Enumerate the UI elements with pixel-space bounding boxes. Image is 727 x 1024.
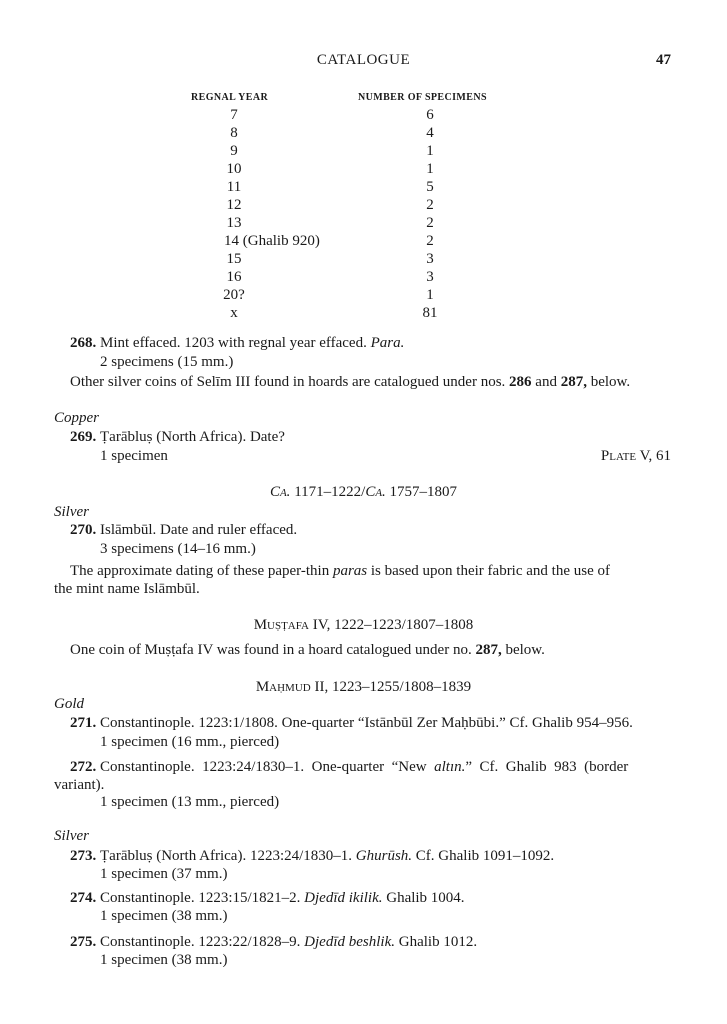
- table-row: [0, 287, 727, 305]
- catalogue-entry-268: [70, 333, 404, 353]
- period-text: 1171–1222/: [290, 484, 366, 500]
- entry-number: 274.: [70, 890, 97, 906]
- catalogue-entry-275: [70, 932, 477, 952]
- note-text: Other silver coins of Selīm III found in hoards are catalogued under nos.: [70, 374, 510, 390]
- entry-text: Islāmbūl. Date and ruler effaced.: [96, 522, 298, 538]
- column-header-regnal-year: REGNAL YEAR: [191, 92, 269, 103]
- ruler-name: Maḥmud: [255, 679, 311, 695]
- note-text: is based upon their fabric and the use of: [367, 563, 610, 579]
- regnal-year-cell: x: [230, 305, 238, 321]
- catalogue-entry-271: [70, 713, 633, 733]
- table-row: [0, 107, 727, 125]
- entry-number: 270.: [70, 522, 97, 538]
- entry-continuation: variant).: [54, 777, 105, 793]
- page-number: 47: [656, 52, 671, 68]
- entry-text: Mint effaced. 1203 with regnal year effaced.: [96, 335, 371, 351]
- ruler-name: Muṣṭafa: [253, 617, 309, 633]
- specimen-count-cell: 4: [426, 125, 434, 141]
- coin-denomination: Djedīd ikilik.: [304, 890, 383, 906]
- section-heading-silver: Silver: [54, 828, 89, 844]
- catalogue-entry-269: [70, 427, 285, 447]
- specimen-line: 1 specimen (38 mm.): [100, 908, 228, 924]
- specimen-count-cell: 5: [426, 179, 434, 195]
- table-row: [0, 251, 727, 269]
- entry-number: 273.: [70, 848, 97, 864]
- regnal-year-cell: 9: [230, 143, 238, 159]
- catalogue-entry-274: [70, 888, 465, 908]
- specimen-count-cell: 1: [426, 143, 434, 159]
- specimen-line: 1 specimen (16 mm., pierced): [100, 734, 280, 750]
- specimen-count-cell: 3: [426, 269, 434, 285]
- note-silver-coins: [70, 372, 630, 392]
- note-text: and: [531, 374, 561, 390]
- ruler-dates: II, 1223–1255/1808–1839: [310, 679, 472, 695]
- specimen-count-cell: 1: [426, 161, 434, 177]
- specimen-line: 1 specimen (37 mm.): [100, 866, 228, 882]
- running-head: CATALOGUE: [316, 52, 411, 68]
- period-text: 1757–1807: [385, 484, 458, 500]
- catalogue-entry-272: [70, 757, 628, 777]
- entry-text: Ghalib 1012.: [395, 934, 478, 950]
- regnal-year-cell: 20?: [223, 287, 245, 303]
- specimen-count-cell: 81: [422, 305, 438, 321]
- entry-reference: 287,: [560, 374, 587, 390]
- entry-text: Constantinople. 1223:15/1821–2.: [96, 890, 305, 906]
- regnal-year-cell: 15: [226, 251, 242, 267]
- entry-number: 271.: [70, 715, 97, 731]
- note-text: below.: [586, 374, 631, 390]
- entry-text: Ghalib 1004.: [382, 890, 465, 906]
- section-heading-gold: Gold: [54, 696, 84, 712]
- ruler-dates: IV, 1222–1223/1807–1808: [309, 617, 474, 633]
- catalogue-entry-273: [70, 846, 554, 866]
- plate-reference: Plate V, 61: [600, 448, 671, 464]
- table-row: [0, 179, 727, 197]
- note-emphasis: paras: [332, 563, 368, 579]
- specimen-count-cell: 3: [426, 251, 434, 267]
- table-row: [0, 233, 727, 251]
- column-header-number-of-specimens: NUMBER OF SPECIMENS: [358, 92, 487, 103]
- specimen-count-cell: 1: [426, 287, 434, 303]
- entry-text: Constantinople. 1223:22/1828–9.: [96, 934, 305, 950]
- specimen-count-cell: 2: [426, 233, 434, 249]
- ruler-heading-mahmud: [0, 677, 727, 697]
- regnal-year-cell: 11: [226, 179, 242, 195]
- entry-text: Constantinople. 1223:1/1808. One-quarter “Istānbūl Zer Maḥbūbi.” Cf. Ghalib 954–956.: [96, 715, 633, 731]
- note-text: One coin of Muṣṭafa IV was found in a hoard catalogued under no.: [70, 642, 476, 658]
- circa-abbr: Ca.: [269, 484, 291, 500]
- entry-text: Constantinople. 1223:24/1830–1. One-quarter “New: [96, 759, 435, 775]
- note-text: below.: [501, 642, 545, 658]
- note-mustafa: [70, 640, 545, 660]
- section-heading-silver: Silver: [54, 504, 89, 520]
- coin-denomination: Ghurūsh.: [355, 848, 413, 864]
- entry-reference: 286: [509, 374, 532, 390]
- specimen-line: 1 specimen (13 mm., pierced): [100, 794, 280, 810]
- entry-number: 268.: [70, 335, 97, 351]
- note-paras-line-1: [70, 561, 610, 581]
- specimen-line: 2 specimens (15 mm.): [100, 354, 234, 370]
- regnal-year-cell: 14 (Ghalib 920): [224, 233, 320, 249]
- specimen-line: 1 specimen (38 mm.): [100, 952, 228, 968]
- ruler-heading-mustafa: [0, 615, 727, 635]
- coin-denomination: altın.: [434, 759, 466, 775]
- entry-text: Ṭarābluṣ (North Africa). 1223:24/1830–1.: [96, 848, 356, 864]
- table-row: [0, 269, 727, 287]
- regnal-year-cell: 8: [230, 125, 238, 141]
- specimen-count-cell: 6: [426, 107, 434, 123]
- entry-text: Ṭarābluṣ (North Africa). Date?: [96, 429, 285, 445]
- specimen-count-cell: 2: [426, 197, 434, 213]
- table-row: [0, 215, 727, 233]
- table-row: [0, 125, 727, 143]
- regnal-year-cell: 16: [226, 269, 242, 285]
- coin-denomination: Djedīd beshlik.: [304, 934, 395, 950]
- specimen-line: 3 specimens (14–16 mm.): [100, 541, 256, 557]
- entry-number: 269.: [70, 429, 97, 445]
- entry-text: Cf. Ghalib 1091–1092.: [412, 848, 555, 864]
- specimen-count-cell: 2: [426, 215, 434, 231]
- regnal-year-cell: 10: [226, 161, 242, 177]
- section-heading-copper: Copper: [54, 410, 99, 426]
- period-heading: [0, 482, 727, 502]
- regnal-year-cell: 12: [226, 197, 242, 213]
- entry-number: 275.: [70, 934, 97, 950]
- entry-reference: 287,: [475, 642, 502, 658]
- table-row: [0, 143, 727, 161]
- regnal-year-cell: 7: [230, 107, 238, 123]
- regnal-year-cell: 13: [226, 215, 242, 231]
- coin-denomination: Para.: [370, 335, 405, 351]
- entry-number: 272.: [70, 759, 97, 775]
- specimen-line: 1 specimen: [100, 448, 168, 464]
- entry-text: ” Cf. Ghalib 983 (border: [465, 759, 629, 775]
- table-row: [0, 305, 727, 323]
- catalogue-entry-270: [70, 520, 297, 540]
- note-paras-line-2: the mint name Islāmbūl.: [54, 581, 200, 597]
- table-row: [0, 161, 727, 179]
- note-text: The approximate dating of these paper-thin: [70, 563, 333, 579]
- circa-abbr: Ca.: [365, 484, 386, 500]
- table-row: [0, 197, 727, 215]
